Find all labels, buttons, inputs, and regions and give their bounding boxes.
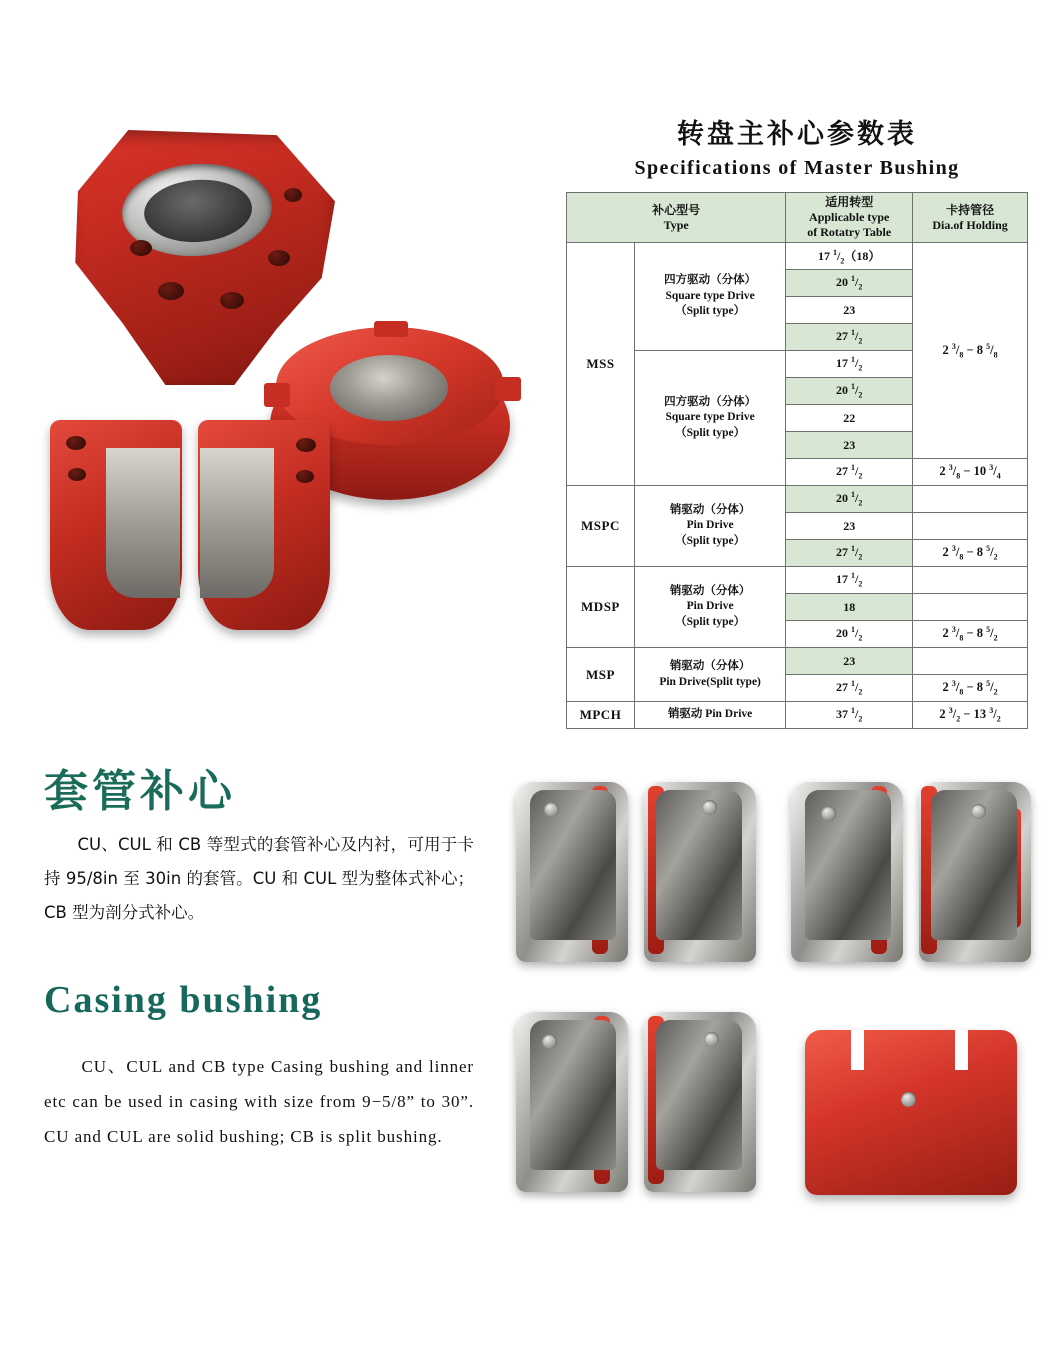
applicable-value: 23: [786, 432, 913, 459]
section-heading-cn: 套管补心: [44, 766, 236, 817]
applicable-value: 20 $^1/_2$: [786, 486, 913, 513]
bushing-half-right: [919, 782, 1031, 962]
col-header-type: 补心型号 Type: [567, 193, 786, 243]
lift-hole: [971, 804, 986, 819]
bolt-hole: [296, 470, 314, 483]
casing-bushing-split-a: [516, 782, 756, 962]
bolt-hole: [268, 250, 290, 266]
table-row: [567, 648, 1028, 675]
split-half-left: [50, 420, 182, 630]
bushing-half-left: [516, 782, 628, 962]
bushing-slot: [955, 1030, 968, 1070]
table-row: [567, 567, 1028, 594]
applicable-value: 37 $^1/_2$: [786, 702, 913, 729]
casing-bushing-photo-group: [500, 770, 1045, 1240]
master-bushing-split-photo: [50, 420, 340, 650]
group-desc-msp: 销驱动（分体） Pin Drive(Split type): [634, 648, 785, 702]
table-row: [567, 486, 1028, 513]
group-code-mpch: MPCH: [567, 702, 635, 729]
col-header-dia: 卡持管径 Dia.of Holding: [913, 193, 1028, 243]
table-title-en: Specifications of Master Bushing: [634, 157, 960, 179]
group-code-mss: MSS: [567, 243, 635, 486]
dia-value: 2 $^3/_2 - 13$ $^3/_2$: [913, 702, 1028, 729]
split-half-bore: [200, 448, 274, 598]
applicable-value: 27 $^1/_2$: [786, 324, 913, 351]
hex-bore-inner: [142, 176, 254, 245]
group-desc-mpch: 销驱动 Pin Drive: [634, 702, 785, 729]
applicable-value: 18: [786, 594, 913, 621]
applicable-value: 23: [786, 648, 913, 675]
lift-hole: [544, 802, 559, 817]
ring-lug: [264, 383, 290, 407]
casing-bushing-photo-1: [510, 770, 765, 975]
bushing-slot: [851, 1030, 864, 1070]
applicable-value: 20 $^1/_2$: [786, 378, 913, 405]
applicable-value: 23: [786, 513, 913, 540]
applicable-value: 17 $^1/_2(18)$: [786, 243, 913, 270]
casing-bushing-photo-4: [785, 1000, 1040, 1205]
bushing-half-right: [644, 1012, 756, 1192]
applicable-value: 27 $^1/_2$: [786, 675, 913, 702]
bolt-hole: [284, 188, 302, 202]
group-code-mdsp: MDSP: [567, 567, 635, 648]
master-bushing-spec-table: [566, 192, 1028, 729]
dia-value: 2 $^3/_8 - 8$ $^5/_2$: [913, 621, 1028, 648]
table-row: [567, 702, 1028, 729]
group-desc-mspc: 销驱动（分体） Pin Drive （Split type）: [634, 486, 785, 567]
applicable-value: 27 $^1/_2$: [786, 459, 913, 486]
bushing-inner-wall: [656, 790, 742, 940]
dia-value-empty: [913, 486, 1028, 513]
dia-value: 2 $^3/_8 - 8$ $^5/_2$: [913, 675, 1028, 702]
ring-lug: [374, 321, 408, 337]
ring-lug: [495, 377, 521, 401]
bushing-half-left: [791, 782, 903, 962]
bushing-half-right: [644, 782, 756, 962]
bushing-half-left: [516, 1012, 628, 1192]
lift-hole: [821, 806, 836, 821]
casing-bushing-photo-2: [785, 770, 1040, 975]
dia-value: 2 $^3/_8 - 10$ $^3/_4$: [913, 459, 1028, 486]
applicable-value: 27 $^1/_2$: [786, 540, 913, 567]
bolt-hole: [66, 436, 86, 450]
applicable-value: 20 $^1/_2$: [786, 270, 913, 297]
bolt-hole: [130, 240, 152, 256]
applicable-value: 17 $^1/_2$: [786, 567, 913, 594]
lift-hole: [702, 800, 717, 815]
table-header-row: [567, 193, 1028, 243]
applicable-value: 23: [786, 297, 913, 324]
lift-hole: [704, 1032, 719, 1047]
section-paragraph-cn: CU、CUL 和 CB 等型式的套管补心及内衬，可用于卡持 95/8in 至 30in 的套管。CU 和 CUL 型为整体式补心；CB 型为剖分式补心。: [44, 835, 474, 922]
spec-table-block: [566, 112, 1028, 729]
master-bushing-photo-group: [40, 120, 560, 660]
group-code-mspc: MSPC: [567, 486, 635, 567]
dia-value-empty: [913, 648, 1028, 675]
casing-bushing-solid: [791, 1012, 1031, 1192]
bolt-hole: [296, 438, 316, 452]
group-code-msp: MSP: [567, 648, 635, 702]
applicable-value: 20 $^1/_2$: [786, 621, 913, 648]
split-half-bore: [106, 448, 180, 598]
ring-center-bore: [330, 355, 448, 421]
dia-value-empty: [913, 513, 1028, 540]
bolt-hole: [220, 292, 244, 309]
bolt-hole: [158, 282, 184, 300]
dia-value: 2 $^3/_8 - 8$ $^5/_8$: [913, 243, 1028, 459]
table-row: [567, 243, 1028, 270]
group-desc-mdsp: 销驱动（分体） Pin Drive （Split type）: [634, 567, 785, 648]
dia-value-empty: [913, 594, 1028, 621]
bushing-inner-wall: [656, 1020, 742, 1170]
col-header-applicable: 适用转型 Applicable type of Rotatry Table: [786, 193, 913, 243]
bushing-inner-wall: [530, 790, 616, 940]
dia-value: 2 $^3/_8 - 8$ $^5/_2$: [913, 540, 1028, 567]
section-paragraph-en: CU、CUL and CB type Casing bushing and linner etc can be used in casing with size from 9−5/8” to 30”. CU and CUL are solid bushing; CB is split bushing.: [44, 1057, 474, 1146]
group-desc-mss-a: 四方驱动（分体） Square type Drive （Split type）: [634, 243, 785, 351]
bushing-inner-wall: [805, 790, 891, 940]
table-title-cn: 转盘主补心参数表: [677, 119, 917, 150]
dia-value-empty: [913, 567, 1028, 594]
bolt-hole: [68, 468, 86, 481]
split-half-right: [198, 420, 330, 630]
group-desc-mss-b: 四方驱动（分体） Square type Drive （Split type）: [634, 351, 785, 486]
lift-hole: [901, 1092, 916, 1107]
section-heading-en: Casing bushing: [44, 979, 323, 1021]
casing-bushing-photo-3: [510, 1000, 765, 1205]
casing-bushing-split-c: [516, 1012, 756, 1192]
casing-bushing-split-b: [791, 782, 1031, 962]
applicable-value: 22: [786, 405, 913, 432]
lift-hole: [542, 1034, 557, 1049]
applicable-value: 17 $^1/_2$: [786, 351, 913, 378]
solid-bushing-body: [805, 1030, 1017, 1195]
